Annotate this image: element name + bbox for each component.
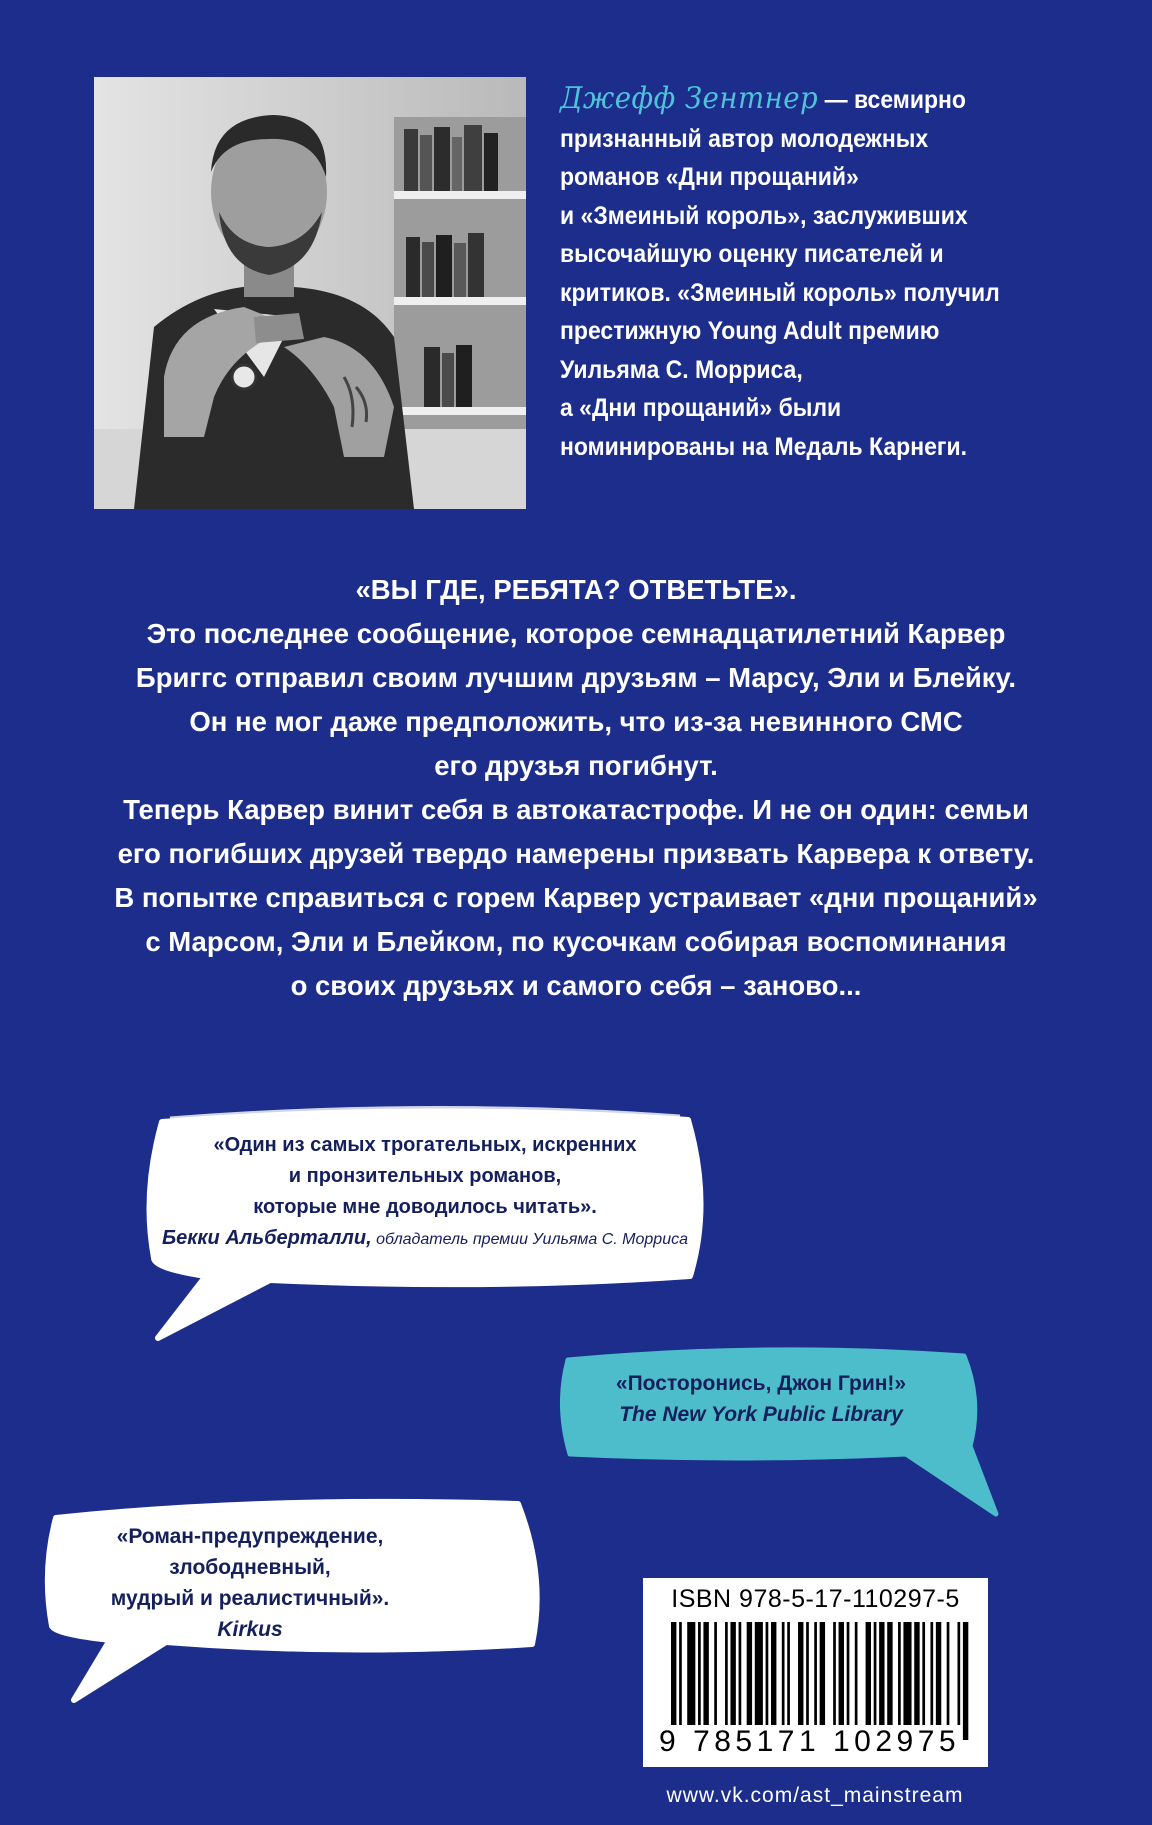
barcode-bar bbox=[806, 1622, 809, 1726]
quote-1-attribution bbox=[160, 1223, 690, 1255]
barcode-bar bbox=[703, 1622, 708, 1726]
barcode-bar bbox=[814, 1622, 817, 1726]
quote-1-line-1: «Один из самых трогательных, искренних bbox=[213, 1134, 637, 1156]
barcode-bar bbox=[930, 1622, 933, 1726]
isbn-barcode bbox=[643, 1578, 988, 1767]
quote-2-text bbox=[556, 1368, 966, 1430]
barcode-bar bbox=[671, 1622, 676, 1740]
barcode-bar bbox=[898, 1622, 901, 1726]
barcode-bar bbox=[855, 1622, 858, 1726]
quote-3-line-2: мудрый и реалистичный». bbox=[110, 1587, 390, 1610]
quote-1-text bbox=[160, 1130, 690, 1255]
quote-2-source: The New York Public Library bbox=[619, 1403, 903, 1426]
blurb-paragraph-1: Это последнее сообщение, которое семнадцатилетний Карвер Бриггс отправил своим лучшим друзьям – Марсу, Эли и Блейку. Он не мог даже предположить, что из-за невинного СМС его друзья погибнут. bbox=[135, 618, 1017, 781]
quote-3-text bbox=[60, 1521, 440, 1645]
publisher-url[interactable]: www.vk.com/ast_mainstream bbox=[666, 1784, 964, 1807]
quote-1-source: Бекки Альберталли, bbox=[162, 1227, 372, 1249]
isbn-label: ISBN 978-5-17-110297-5 bbox=[671, 1585, 960, 1613]
author-photo bbox=[94, 77, 526, 509]
barcode-bar bbox=[687, 1622, 695, 1726]
barcode-bar bbox=[833, 1622, 836, 1726]
author-bio bbox=[560, 80, 1038, 466]
barcode-bar bbox=[936, 1622, 941, 1726]
quote-bubble-2 bbox=[556, 1346, 1016, 1496]
quote-3-source: Kirkus bbox=[217, 1618, 283, 1641]
quote-2-line-1: «Посторонись, Джон Грин!» bbox=[615, 1372, 907, 1395]
barcode-bar bbox=[947, 1622, 950, 1726]
barcode-bar bbox=[755, 1622, 763, 1726]
barcode-bar bbox=[914, 1622, 919, 1726]
barcode-bar bbox=[725, 1622, 728, 1726]
barcode-bar bbox=[887, 1622, 892, 1726]
barcode-bar bbox=[714, 1622, 717, 1726]
barcode-bar bbox=[839, 1622, 844, 1726]
barcode-bar bbox=[766, 1622, 769, 1726]
barcode-bar bbox=[903, 1622, 911, 1726]
barcode-bar bbox=[963, 1622, 968, 1740]
barcode-digits-text: 9 785171 102975 bbox=[659, 1725, 961, 1758]
barcode-bar bbox=[739, 1622, 742, 1726]
barcode-bar bbox=[798, 1622, 803, 1726]
barcode-bar bbox=[866, 1622, 871, 1726]
author-name: Джефф Зентнер bbox=[560, 81, 819, 116]
barcode-bars bbox=[671, 1622, 971, 1740]
quote-bubble-3 bbox=[46, 1486, 560, 1706]
quote-bubble-1 bbox=[140, 1108, 710, 1298]
barcode-bar bbox=[787, 1622, 790, 1726]
blurb-paragraph-2: Теперь Карвер винит себя в автокатастрофе. И не он один: семьи его погибших друзей твердо намерены призвать Карвера к ответу. В попытке справиться с горем Карвер устраивает «дни прощаний» с Марсом, Эли и Блейком, по кусочкам собирая воспоминания о своих друзьях и самого себя – заново... bbox=[114, 794, 1038, 1001]
barcode-bar bbox=[730, 1622, 735, 1726]
barcode-bar bbox=[922, 1622, 925, 1726]
barcode-bar bbox=[957, 1622, 960, 1726]
barcode-bar bbox=[782, 1622, 785, 1726]
barcode-bar bbox=[879, 1622, 884, 1726]
barcode-bar bbox=[698, 1622, 701, 1726]
barcode-bar bbox=[747, 1622, 752, 1726]
quote-1-source-note: обладатель премии Уильяма С. Морриса bbox=[371, 1231, 688, 1248]
barcode-bar bbox=[820, 1622, 825, 1740]
book-blurb bbox=[96, 568, 1056, 1008]
quote-1-line-2: и пронзительных романов, bbox=[288, 1165, 562, 1187]
barcode-bar bbox=[847, 1622, 850, 1726]
author-bio-text: — всемирно признанный автор молодежных романов «Дни прощаний» и «Змеиный король», заслуживших высочайшую оценку писателей и критиков. «Змеиный король» получил престижную Young Adult премию Уильяма С. Морриса, а «Дни прощаний» были номинированы на Медаль Карнеги. bbox=[560, 86, 1000, 461]
quote-1-line-3: которые мне доводилось читать». bbox=[253, 1196, 597, 1218]
barcode-bar bbox=[874, 1622, 877, 1726]
quote-3-line-1: «Роман-предупреждение, злободневный, bbox=[116, 1525, 384, 1579]
barcode-bar bbox=[771, 1622, 776, 1726]
blurb-lead: «ВЫ ГДЕ, РЕБЯТА? ОТВЕТЬТЕ». bbox=[355, 574, 797, 605]
barcode-bar bbox=[679, 1622, 682, 1740]
barcode-digits bbox=[657, 1724, 977, 1760]
